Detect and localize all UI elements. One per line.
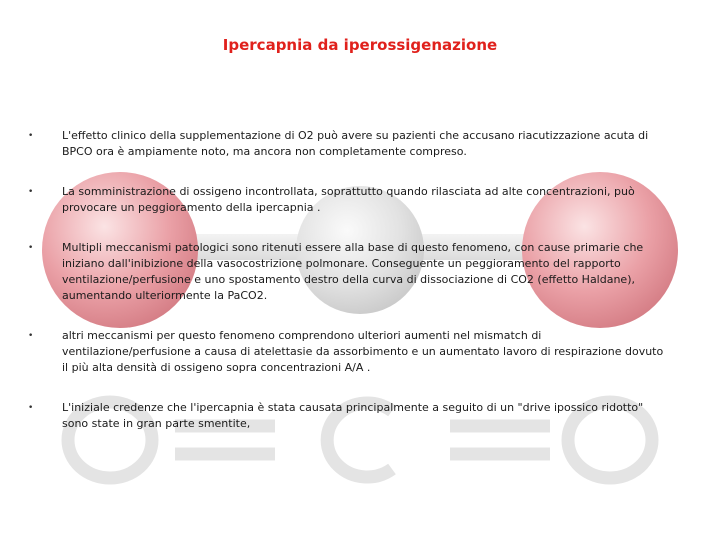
bullet-item	[28, 400, 668, 432]
bullet-marker: •	[28, 403, 34, 413]
bullet-item	[28, 328, 668, 376]
bullet-text: altri meccanismi per questo fenomeno comprendono ulteriori aumenti nel mismatch di ventilazione/perfusione a causa di atelettasie da assorbimento e un aumentato lavoro di respirazione dovuto il più alta densità di ossigeno sopra concentrazioni A/A .	[62, 329, 664, 374]
bullet-marker: •	[28, 187, 34, 197]
bullet-item	[28, 240, 668, 304]
bullet-marker: •	[28, 331, 34, 341]
bullet-marker: •	[28, 243, 34, 253]
bullet-item	[28, 128, 668, 160]
slide-title: Ipercapnia da iperossigenazione	[222, 36, 498, 54]
bullet-text: La somministrazione di ossigeno incontrollata, soprattutto quando rilasciata ad alte concentrazioni, può provocare un peggioramento della ipercapnia .	[62, 185, 635, 214]
bullet-text: Multipli meccanismi patologici sono ritenuti essere alla base di questo fenomeno, con cause primarie che iniziano dall'inibizione della vasocostrizione polmonare. Conseguente un peggioramento del rapporto ventilazione/perfusione e uno spostamento destro della curva di dissociazione di CO2 (effetto Haldane), aumentando ulteriormente la PaCO2.	[62, 241, 644, 302]
bullet-list	[28, 128, 668, 456]
bullet-text: L'effetto clinico della supplementazione di O2 può avere su pazienti che accusano riacutizzazione acuta di BPCO ora è ampiamente noto, ma ancora non completamente compreso.	[62, 129, 649, 158]
bullet-marker: •	[28, 131, 34, 141]
bullet-text: L'iniziale credenze che l'ipercapnia è stata causata principalmente a seguito di un "drive ipossico ridotto" sono state in gran parte smentite,	[62, 401, 644, 430]
bullet-item	[28, 184, 668, 216]
